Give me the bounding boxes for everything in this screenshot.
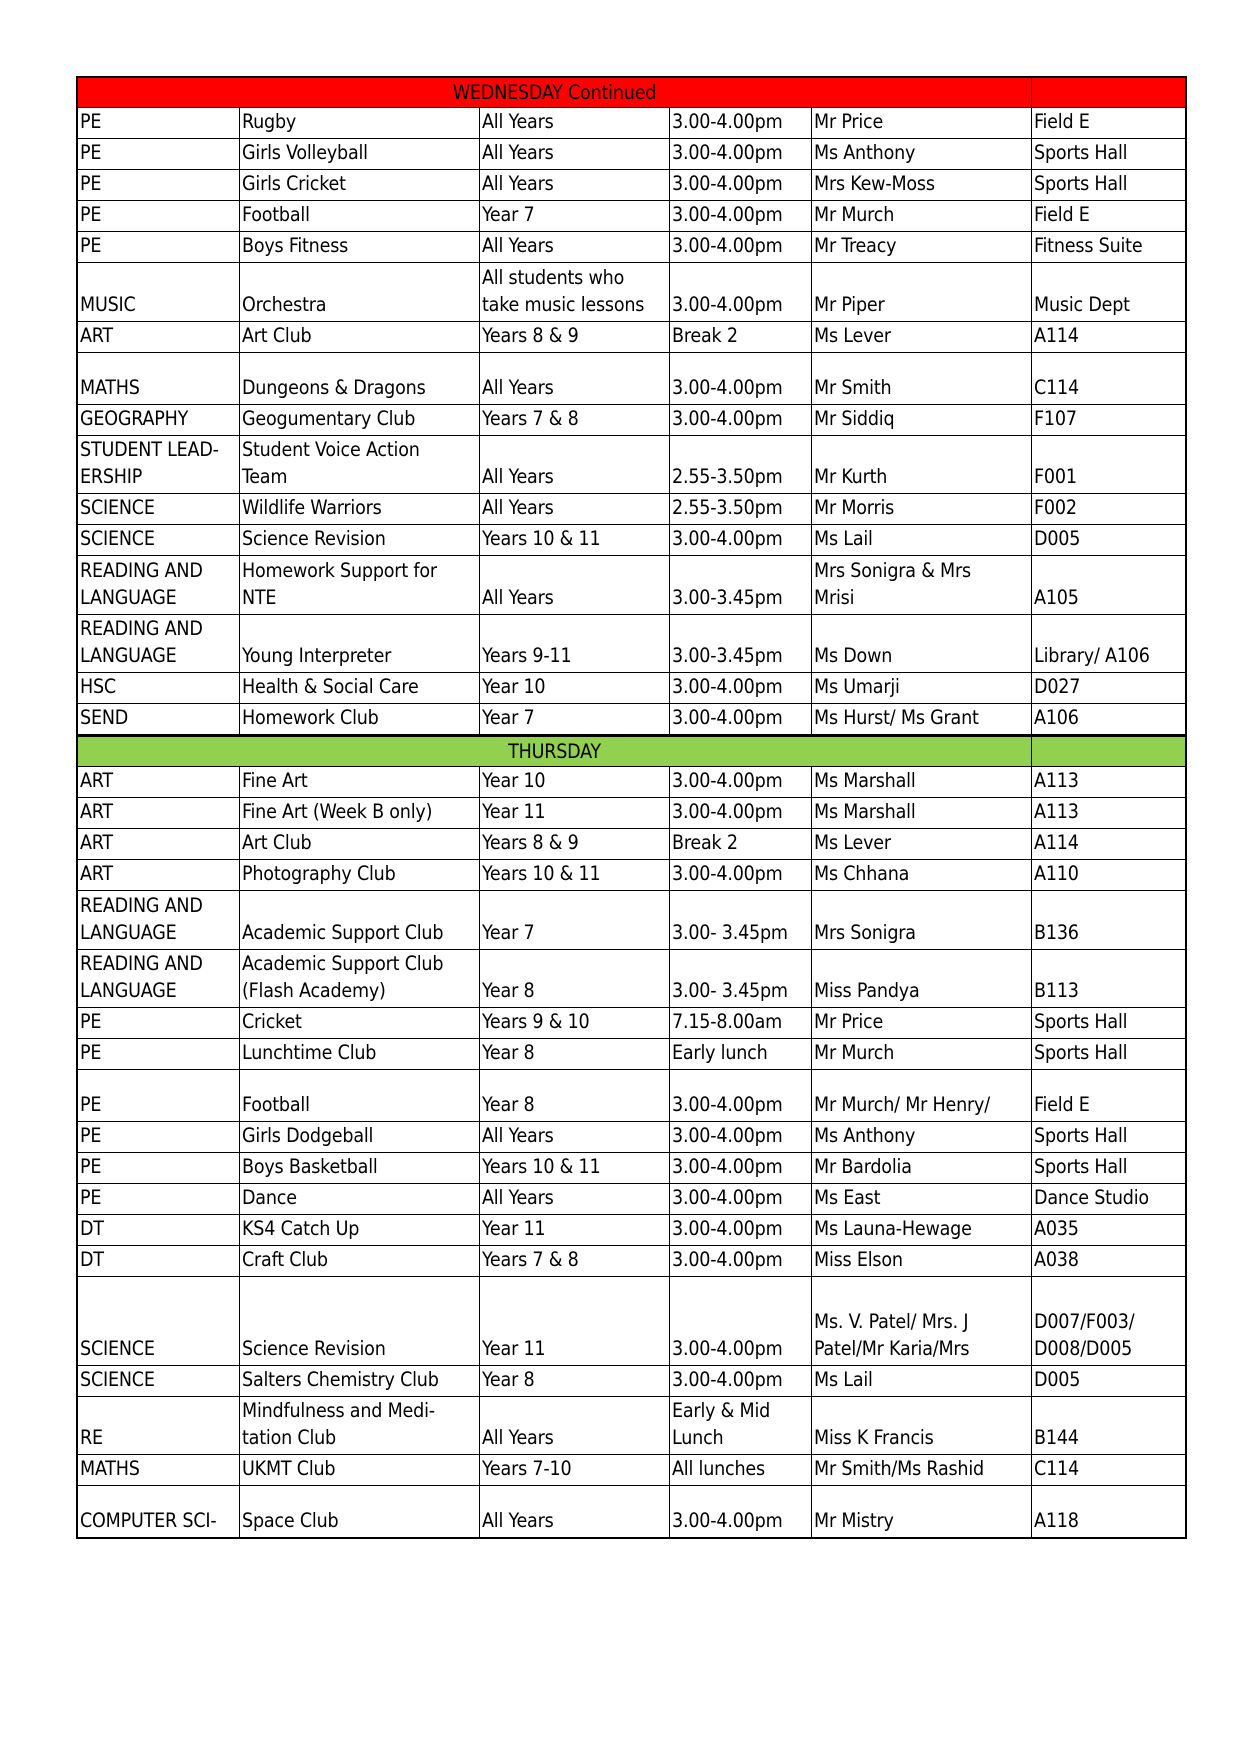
- staff-cell: Mr Price: [812, 1008, 1032, 1039]
- room-cell: B144: [1032, 1397, 1186, 1455]
- staff-cell: Ms Marshall: [812, 767, 1032, 798]
- years-cell: All Years: [480, 1486, 670, 1538]
- years-cell: All students who take music lessons: [480, 263, 670, 322]
- time-cell: 3.00-4.00pm: [670, 139, 812, 170]
- staff-cell: Ms Marshall: [812, 798, 1032, 829]
- years-cell: Years 9 & 10: [480, 1008, 670, 1039]
- department-cell: HSC: [78, 673, 240, 704]
- room-cell: F107: [1032, 405, 1186, 436]
- club-cell: Dungeons & Dragons: [240, 353, 480, 405]
- table-row: [78, 525, 1186, 556]
- staff-cell: Ms Lever: [812, 322, 1032, 353]
- section-header: [78, 78, 1186, 108]
- time-cell: 3.00-4.00pm: [670, 1366, 812, 1397]
- club-cell: Football: [240, 1070, 480, 1122]
- time-cell: 3.00-4.00pm: [670, 405, 812, 436]
- club-cell: UKMT Club: [240, 1455, 480, 1486]
- room-cell: Library/ A106: [1032, 615, 1186, 673]
- room-cell: F001: [1032, 436, 1186, 494]
- room-cell: Field E: [1032, 108, 1186, 139]
- time-cell: 3.00-4.00pm: [670, 263, 812, 322]
- time-cell: 3.00-4.00pm: [670, 1122, 812, 1153]
- department-cell: READING AND LANGUAGE: [78, 950, 240, 1008]
- section-title: THURSDAY: [78, 736, 1032, 767]
- department-cell: PE: [78, 139, 240, 170]
- years-cell: All Years: [480, 232, 670, 263]
- club-cell: KS4 Catch Up: [240, 1215, 480, 1246]
- room-cell: Field E: [1032, 1070, 1186, 1122]
- years-cell: Year 11: [480, 798, 670, 829]
- table-row: [78, 232, 1186, 263]
- department-cell: SCIENCE: [78, 525, 240, 556]
- time-cell: 3.00-4.00pm: [670, 767, 812, 798]
- department-cell: SCIENCE: [78, 494, 240, 525]
- department-cell: STUDENT LEAD- ERSHIP: [78, 436, 240, 494]
- room-cell: A118: [1032, 1486, 1186, 1538]
- room-cell: F002: [1032, 494, 1186, 525]
- table-row: [78, 353, 1186, 405]
- staff-cell: Mr Smith: [812, 353, 1032, 405]
- years-cell: Years 10 & 11: [480, 1153, 670, 1184]
- time-cell: 3.00-4.00pm: [670, 1184, 812, 1215]
- time-cell: 3.00-4.00pm: [670, 353, 812, 405]
- table-row: [78, 170, 1186, 201]
- staff-cell: Miss Elson: [812, 1246, 1032, 1277]
- table-row: [78, 950, 1186, 1008]
- years-cell: All Years: [480, 556, 670, 615]
- club-cell: Mindfulness and Medi- tation Club: [240, 1397, 480, 1455]
- time-cell: 3.00-3.45pm: [670, 615, 812, 673]
- department-cell: DT: [78, 1246, 240, 1277]
- years-cell: Years 10 & 11: [480, 860, 670, 891]
- years-cell: Year 7: [480, 201, 670, 232]
- club-cell: Science Revision: [240, 1277, 480, 1366]
- club-cell: Geogumentary Club: [240, 405, 480, 436]
- time-cell: 2.55-3.50pm: [670, 494, 812, 525]
- club-cell: Orchestra: [240, 263, 480, 322]
- time-cell: Early & Mid Lunch: [670, 1397, 812, 1455]
- club-cell: Homework Club: [240, 704, 480, 736]
- section-header: [78, 736, 1186, 767]
- years-cell: All Years: [480, 1184, 670, 1215]
- room-cell: Field E: [1032, 201, 1186, 232]
- staff-cell: Ms Lail: [812, 525, 1032, 556]
- staff-cell: Mr Piper: [812, 263, 1032, 322]
- room-cell: D005: [1032, 1366, 1186, 1397]
- years-cell: All Years: [480, 108, 670, 139]
- years-cell: All Years: [480, 353, 670, 405]
- time-cell: 3.00-4.00pm: [670, 1215, 812, 1246]
- room-cell: Fitness Suite: [1032, 232, 1186, 263]
- club-cell: Boys Fitness: [240, 232, 480, 263]
- room-cell: A113: [1032, 798, 1186, 829]
- years-cell: Year 8: [480, 950, 670, 1008]
- table-row: [78, 494, 1186, 525]
- time-cell: 3.00-4.00pm: [670, 1246, 812, 1277]
- club-cell: Student Voice Action Team: [240, 436, 480, 494]
- staff-cell: Ms East: [812, 1184, 1032, 1215]
- table-row: [78, 1397, 1186, 1455]
- table-row: [78, 704, 1186, 736]
- table-row: [78, 556, 1186, 615]
- time-cell: 3.00-4.00pm: [670, 1277, 812, 1366]
- years-cell: All Years: [480, 436, 670, 494]
- department-cell: READING AND LANGUAGE: [78, 556, 240, 615]
- table-row: [78, 1070, 1186, 1122]
- staff-cell: Mrs Sonigra: [812, 891, 1032, 950]
- club-cell: Dance: [240, 1184, 480, 1215]
- time-cell: 3.00-4.00pm: [670, 1153, 812, 1184]
- time-cell: 3.00-4.00pm: [670, 108, 812, 139]
- years-cell: All Years: [480, 139, 670, 170]
- room-cell: D027: [1032, 673, 1186, 704]
- club-cell: Young Interpreter: [240, 615, 480, 673]
- time-cell: 7.15-8.00am: [670, 1008, 812, 1039]
- table-row: [78, 1215, 1186, 1246]
- table-row: [78, 1246, 1186, 1277]
- department-cell: PE: [78, 201, 240, 232]
- club-cell: Boys Basketball: [240, 1153, 480, 1184]
- department-cell: PE: [78, 108, 240, 139]
- staff-cell: Mr Kurth: [812, 436, 1032, 494]
- club-cell: Photography Club: [240, 860, 480, 891]
- years-cell: Year 10: [480, 673, 670, 704]
- years-cell: Year 8: [480, 1366, 670, 1397]
- club-cell: Girls Cricket: [240, 170, 480, 201]
- table-row: [78, 1366, 1186, 1397]
- years-cell: Year 8: [480, 1039, 670, 1070]
- years-cell: Years 10 & 11: [480, 525, 670, 556]
- department-cell: SCIENCE: [78, 1277, 240, 1366]
- department-cell: ART: [78, 767, 240, 798]
- table-row: [78, 615, 1186, 673]
- room-cell: Sports Hall: [1032, 139, 1186, 170]
- staff-cell: Ms. V. Patel/ Mrs. J Patel/Mr Karia/Mrs: [812, 1277, 1032, 1366]
- table-row: [78, 1008, 1186, 1039]
- staff-cell: Ms Umarji: [812, 673, 1032, 704]
- table-row: [78, 829, 1186, 860]
- club-cell: Fine Art: [240, 767, 480, 798]
- staff-cell: Mr Price: [812, 108, 1032, 139]
- section-header-spare-cell: [1032, 736, 1186, 767]
- time-cell: 3.00-4.00pm: [670, 798, 812, 829]
- club-cell: Academic Support Club (Flash Academy): [240, 950, 480, 1008]
- years-cell: Years 7 & 8: [480, 405, 670, 436]
- department-cell: RE: [78, 1397, 240, 1455]
- section-title: WEDNESDAY Continued: [78, 78, 1032, 108]
- table-row: [78, 436, 1186, 494]
- department-cell: GEOGRAPHY: [78, 405, 240, 436]
- table-row: [78, 108, 1186, 139]
- staff-cell: Miss Pandya: [812, 950, 1032, 1008]
- years-cell: Year 7: [480, 704, 670, 736]
- club-cell: Football: [240, 201, 480, 232]
- room-cell: Sports Hall: [1032, 1122, 1186, 1153]
- table-row: [78, 798, 1186, 829]
- department-cell: PE: [78, 1008, 240, 1039]
- room-cell: D005: [1032, 525, 1186, 556]
- club-cell: Health & Social Care: [240, 673, 480, 704]
- staff-cell: Mr Siddiq: [812, 405, 1032, 436]
- years-cell: Year 7: [480, 891, 670, 950]
- table-row: [78, 139, 1186, 170]
- timetable-body: [78, 78, 1186, 1538]
- time-cell: 3.00-4.00pm: [670, 1070, 812, 1122]
- department-cell: ART: [78, 860, 240, 891]
- staff-cell: Ms Anthony: [812, 139, 1032, 170]
- club-cell: Art Club: [240, 829, 480, 860]
- years-cell: Years 7 & 8: [480, 1246, 670, 1277]
- staff-cell: Mr Murch/ Mr Henry/: [812, 1070, 1032, 1122]
- time-cell: 3.00-4.00pm: [670, 673, 812, 704]
- department-cell: COMPUTER SCI-: [78, 1486, 240, 1538]
- club-cell: Salters Chemistry Club: [240, 1366, 480, 1397]
- department-cell: ART: [78, 829, 240, 860]
- time-cell: Break 2: [670, 829, 812, 860]
- department-cell: ART: [78, 798, 240, 829]
- club-cell: Wildlife Warriors: [240, 494, 480, 525]
- department-cell: PE: [78, 1184, 240, 1215]
- table-row: [78, 322, 1186, 353]
- years-cell: All Years: [480, 1122, 670, 1153]
- table-row: [78, 1486, 1186, 1538]
- years-cell: Year 11: [480, 1215, 670, 1246]
- club-cell: Girls Dodgeball: [240, 1122, 480, 1153]
- time-cell: 3.00-4.00pm: [670, 1486, 812, 1538]
- staff-cell: Mrs Sonigra & Mrs Mrisi: [812, 556, 1032, 615]
- table-row: [78, 263, 1186, 322]
- years-cell: All Years: [480, 170, 670, 201]
- table-row: [78, 1039, 1186, 1070]
- department-cell: READING AND LANGUAGE: [78, 891, 240, 950]
- club-cell: Space Club: [240, 1486, 480, 1538]
- time-cell: 3.00-4.00pm: [670, 525, 812, 556]
- table-row: [78, 860, 1186, 891]
- years-cell: Year 11: [480, 1277, 670, 1366]
- staff-cell: Ms Lever: [812, 829, 1032, 860]
- staff-cell: Ms Lail: [812, 1366, 1032, 1397]
- club-cell: Fine Art (Week B only): [240, 798, 480, 829]
- room-cell: B136: [1032, 891, 1186, 950]
- room-cell: A113: [1032, 767, 1186, 798]
- room-cell: C114: [1032, 353, 1186, 405]
- room-cell: Sports Hall: [1032, 170, 1186, 201]
- section-header-spare-cell: [1032, 78, 1186, 108]
- club-cell: Science Revision: [240, 525, 480, 556]
- time-cell: 3.00-4.00pm: [670, 232, 812, 263]
- club-cell: Art Club: [240, 322, 480, 353]
- time-cell: 3.00-4.00pm: [670, 201, 812, 232]
- table-row: [78, 673, 1186, 704]
- department-cell: PE: [78, 1122, 240, 1153]
- room-cell: A110: [1032, 860, 1186, 891]
- room-cell: D007/F003/ D008/D005: [1032, 1277, 1186, 1366]
- room-cell: Sports Hall: [1032, 1008, 1186, 1039]
- table-row: [78, 201, 1186, 232]
- table-row: [78, 767, 1186, 798]
- years-cell: Years 9-11: [480, 615, 670, 673]
- table-row: [78, 1455, 1186, 1486]
- table-row: [78, 1277, 1186, 1366]
- room-cell: A035: [1032, 1215, 1186, 1246]
- time-cell: 3.00-4.00pm: [670, 860, 812, 891]
- department-cell: READING AND LANGUAGE: [78, 615, 240, 673]
- staff-cell: Ms Chhana: [812, 860, 1032, 891]
- staff-cell: Mr Morris: [812, 494, 1032, 525]
- department-cell: ART: [78, 322, 240, 353]
- time-cell: 3.00-4.00pm: [670, 170, 812, 201]
- staff-cell: Ms Hurst/ Ms Grant: [812, 704, 1032, 736]
- time-cell: Break 2: [670, 322, 812, 353]
- club-cell: Rugby: [240, 108, 480, 139]
- table-row: [78, 405, 1186, 436]
- department-cell: PE: [78, 170, 240, 201]
- room-cell: B113: [1032, 950, 1186, 1008]
- club-cell: Craft Club: [240, 1246, 480, 1277]
- department-cell: MATHS: [78, 1455, 240, 1486]
- department-cell: MUSIC: [78, 263, 240, 322]
- room-cell: Sports Hall: [1032, 1039, 1186, 1070]
- staff-cell: Mr Treacy: [812, 232, 1032, 263]
- room-cell: Music Dept: [1032, 263, 1186, 322]
- staff-cell: Mr Smith/Ms Rashid: [812, 1455, 1032, 1486]
- staff-cell: Mr Murch: [812, 1039, 1032, 1070]
- club-cell: Girls Volleyball: [240, 139, 480, 170]
- staff-cell: Mrs Kew-Moss: [812, 170, 1032, 201]
- club-cell: Cricket: [240, 1008, 480, 1039]
- club-cell: Homework Support for NTE: [240, 556, 480, 615]
- staff-cell: Ms Anthony: [812, 1122, 1032, 1153]
- staff-cell: Mr Bardolia: [812, 1153, 1032, 1184]
- years-cell: All Years: [480, 1397, 670, 1455]
- time-cell: 2.55-3.50pm: [670, 436, 812, 494]
- time-cell: 3.00-3.45pm: [670, 556, 812, 615]
- department-cell: DT: [78, 1215, 240, 1246]
- department-cell: MATHS: [78, 353, 240, 405]
- table-row: [78, 1153, 1186, 1184]
- years-cell: Year 8: [480, 1070, 670, 1122]
- years-cell: Years 8 & 9: [480, 829, 670, 860]
- time-cell: 3.00- 3.45pm: [670, 950, 812, 1008]
- department-cell: PE: [78, 232, 240, 263]
- years-cell: Years 8 & 9: [480, 322, 670, 353]
- table-row: [78, 1122, 1186, 1153]
- room-cell: A038: [1032, 1246, 1186, 1277]
- department-cell: SCIENCE: [78, 1366, 240, 1397]
- club-cell: Lunchtime Club: [240, 1039, 480, 1070]
- room-cell: C114: [1032, 1455, 1186, 1486]
- department-cell: PE: [78, 1070, 240, 1122]
- time-cell: All lunches: [670, 1455, 812, 1486]
- time-cell: Early lunch: [670, 1039, 812, 1070]
- room-cell: Dance Studio: [1032, 1184, 1186, 1215]
- staff-cell: Miss K Francis: [812, 1397, 1032, 1455]
- department-cell: PE: [78, 1039, 240, 1070]
- table-row: [78, 1184, 1186, 1215]
- room-cell: Sports Hall: [1032, 1153, 1186, 1184]
- room-cell: A105: [1032, 556, 1186, 615]
- department-cell: PE: [78, 1153, 240, 1184]
- years-cell: All Years: [480, 494, 670, 525]
- years-cell: Years 7-10: [480, 1455, 670, 1486]
- department-cell: SEND: [78, 704, 240, 736]
- time-cell: 3.00- 3.45pm: [670, 891, 812, 950]
- club-cell: Academic Support Club: [240, 891, 480, 950]
- clubs-timetable: [77, 77, 1186, 1538]
- room-cell: A114: [1032, 829, 1186, 860]
- room-cell: A114: [1032, 322, 1186, 353]
- years-cell: Year 10: [480, 767, 670, 798]
- room-cell: A106: [1032, 704, 1186, 736]
- staff-cell: Mr Murch: [812, 201, 1032, 232]
- staff-cell: Mr Mistry: [812, 1486, 1032, 1538]
- table-row: [78, 891, 1186, 950]
- time-cell: 3.00-4.00pm: [670, 704, 812, 736]
- staff-cell: Ms Launa-Hewage: [812, 1215, 1032, 1246]
- staff-cell: Ms Down: [812, 615, 1032, 673]
